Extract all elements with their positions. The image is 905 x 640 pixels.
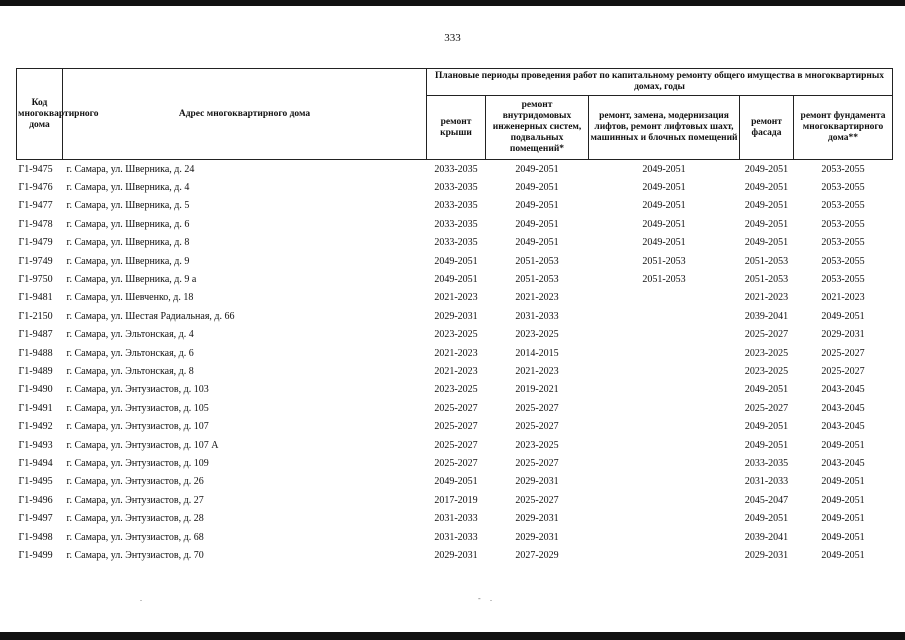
- cell-elevators: [589, 436, 740, 454]
- cell-facade: 2033-2035: [744, 457, 789, 469]
- cell-address: г. Самара, ул. Шверника, д. 6: [66, 218, 190, 230]
- cell-facade: 2049-2051: [744, 237, 789, 249]
- cell-facade: 2049-2051: [744, 384, 789, 396]
- cell-code: Г1-9476: [18, 182, 53, 194]
- cell-foundation: 2049-2051: [821, 310, 865, 322]
- cell-facade: 2031-2033: [744, 476, 789, 488]
- header-address: Адрес многоквартирного дома: [63, 69, 427, 160]
- cell-foundation: 2049-2051: [821, 494, 865, 506]
- cell-elevators: [589, 381, 740, 399]
- cell-engineering: 2049-2051: [515, 237, 559, 249]
- cell-code: Г1-9493: [18, 439, 53, 451]
- cell-foundation: 2043-2045: [821, 402, 865, 414]
- cell-engineering: 2027-2029: [515, 549, 559, 561]
- cell-roof: 2029-2031: [434, 549, 478, 561]
- cell-address: г. Самара, ул. Шверника, д. 9: [66, 255, 190, 267]
- cell-code: Г1-9491: [18, 402, 53, 414]
- cell-foundation: 2043-2045: [821, 457, 865, 469]
- cell-engineering: 2049-2051: [515, 182, 559, 194]
- scan-speck: .: [490, 594, 492, 603]
- table-row: [17, 234, 893, 252]
- cell-facade: 2051-2053: [744, 274, 789, 286]
- cell-code: Г1-9499: [18, 549, 53, 561]
- cell-elevators: [589, 307, 740, 325]
- cell-elevators: 2049-2051: [642, 237, 686, 249]
- table-row: [17, 436, 893, 454]
- cell-engineering: 2051-2053: [515, 255, 559, 267]
- cell-facade: 2051-2053: [744, 255, 789, 267]
- cell-address: г. Самара, ул. Энтузиастов, д. 107 А: [66, 439, 219, 451]
- cell-roof: 2049-2051: [434, 274, 478, 286]
- table-row: [17, 381, 893, 399]
- cell-elevators: [589, 528, 740, 546]
- cell-roof: 2049-2051: [434, 476, 478, 488]
- cell-code: Г1-9479: [18, 237, 53, 249]
- cell-foundation: 2053-2055: [821, 200, 865, 212]
- cell-engineering: 2025-2027: [515, 421, 559, 433]
- cell-foundation: 2053-2055: [821, 237, 865, 249]
- cell-engineering: 2049-2051: [515, 163, 559, 175]
- cell-code: Г1-9489: [18, 365, 53, 377]
- cell-elevators: [589, 473, 740, 491]
- cell-foundation: 2043-2045: [821, 421, 865, 433]
- cell-elevators: 2049-2051: [642, 200, 686, 212]
- cell-address: г. Самара, ул. Энтузиастов, д. 68: [66, 531, 204, 543]
- header-roof: ремонт крыши: [427, 96, 486, 160]
- cell-facade: 2039-2041: [744, 531, 789, 543]
- cell-elevators: [589, 344, 740, 362]
- cell-elevators: 2049-2051: [642, 163, 686, 175]
- cell-foundation: 2053-2055: [821, 182, 865, 194]
- cell-address: г. Самара, ул. Шверника, д. 5: [66, 200, 190, 212]
- table-row: [17, 252, 893, 270]
- cell-address: г. Самара, ул. Эльтонская, д. 6: [66, 347, 194, 359]
- cell-roof: 2033-2035: [434, 237, 478, 249]
- cell-engineering: 2051-2053: [515, 274, 559, 286]
- cell-facade: 2029-2031: [744, 549, 789, 561]
- cell-roof: 2033-2035: [434, 163, 478, 175]
- cell-address: г. Самара, ул. Шверника, д. 9 а: [66, 274, 197, 286]
- cell-engineering: 2025-2027: [515, 402, 559, 414]
- cell-foundation: 2043-2045: [821, 384, 865, 396]
- cell-code: Г1-2150: [18, 310, 53, 322]
- repair-schedule-table: [16, 68, 893, 565]
- cell-address: г. Самара, ул. Шверника, д. 8: [66, 237, 190, 249]
- cell-code: Г1-9494: [18, 457, 53, 469]
- table-row: [17, 326, 893, 344]
- page-number: 333: [444, 32, 461, 44]
- cell-code: Г1-9750: [18, 274, 53, 286]
- top-border: [0, 0, 905, 6]
- cell-elevators: 2049-2051: [642, 218, 686, 230]
- cell-foundation: 2049-2051: [821, 476, 865, 488]
- cell-code: Г1-9477: [18, 200, 53, 212]
- cell-code: Г1-9498: [18, 531, 53, 543]
- cell-engineering: 2021-2023: [515, 292, 559, 304]
- table-row: [17, 509, 893, 527]
- cell-engineering: 2021-2023: [515, 365, 559, 377]
- bottom-border: [0, 632, 905, 640]
- cell-address: г. Самара, ул. Энтузиастов, д. 27: [66, 494, 204, 506]
- cell-engineering: 2014-2015: [515, 347, 559, 359]
- cell-foundation: 2053-2055: [821, 255, 865, 267]
- cell-foundation: 2049-2051: [821, 513, 865, 525]
- cell-foundation: 2053-2055: [821, 274, 865, 286]
- cell-roof: 2031-2033: [434, 531, 478, 543]
- cell-code: Г1-9749: [18, 255, 53, 267]
- cell-facade: 2039-2041: [744, 310, 789, 322]
- cell-foundation: 2029-2031: [821, 329, 865, 341]
- table-row: [17, 473, 893, 491]
- cell-roof: 2025-2027: [434, 402, 478, 414]
- table-row: [17, 344, 893, 362]
- cell-roof: 2033-2035: [434, 200, 478, 212]
- cell-address: г. Самара, ул. Энтузиастов, д. 26: [66, 476, 204, 488]
- cell-roof: 2021-2023: [434, 292, 478, 304]
- table-row: [17, 362, 893, 380]
- cell-code: Г1-9497: [18, 513, 53, 525]
- cell-address: г. Самара, ул. Шевченко, д. 18: [66, 292, 194, 304]
- header-engineering: ремонт внутридомовых инженерных систем, подвальных помещений*: [486, 96, 589, 160]
- cell-address: г. Самара, ул. Энтузиастов, д. 105: [66, 402, 209, 414]
- cell-address: г. Самара, ул. Эльтонская, д. 4: [66, 329, 194, 341]
- cell-foundation: 2025-2027: [821, 347, 865, 359]
- cell-foundation: 2021-2023: [821, 292, 865, 304]
- cell-code: Г1-9496: [18, 494, 53, 506]
- cell-elevators: 2049-2051: [642, 182, 686, 194]
- cell-foundation: 2053-2055: [821, 218, 865, 230]
- cell-foundation: 2049-2051: [821, 439, 865, 451]
- table-row: [17, 197, 893, 215]
- cell-facade: 2049-2051: [744, 163, 789, 175]
- cell-code: Г1-9488: [18, 347, 53, 359]
- cell-roof: 2021-2023: [434, 365, 478, 377]
- cell-engineering: 2029-2031: [515, 513, 559, 525]
- cell-elevators: [589, 417, 740, 435]
- cell-address: г. Самара, ул. Шверника, д. 4: [66, 182, 190, 194]
- cell-engineering: 2025-2027: [515, 494, 559, 506]
- cell-code: Г1-9490: [18, 384, 53, 396]
- cell-facade: 2049-2051: [744, 439, 789, 451]
- table-row: [17, 528, 893, 546]
- cell-elevators: [589, 326, 740, 344]
- cell-roof: 2033-2035: [434, 218, 478, 230]
- cell-address: г. Самара, ул. Энтузиастов, д. 107: [66, 421, 209, 433]
- cell-engineering: 2019-2021: [515, 384, 559, 396]
- cell-roof: 2033-2035: [434, 182, 478, 194]
- cell-facade: 2049-2051: [744, 421, 789, 433]
- cell-engineering: 2023-2025: [515, 439, 559, 451]
- cell-foundation: 2049-2051: [821, 549, 865, 561]
- cell-facade: 2025-2027: [744, 329, 789, 341]
- table-row: [17, 215, 893, 233]
- cell-roof: 2025-2027: [434, 457, 478, 469]
- header-elevators: ремонт, замена, модернизация лифтов, ремонт лифтовых шахт, машинных и блочных помещений: [589, 96, 740, 160]
- cell-address: г. Самара, ул. Энтузиастов, д. 70: [66, 549, 204, 561]
- cell-foundation: 2049-2051: [821, 531, 865, 543]
- cell-engineering: 2029-2031: [515, 476, 559, 488]
- table-row: [17, 417, 893, 435]
- cell-roof: 2031-2033: [434, 513, 478, 525]
- cell-elevators: [589, 289, 740, 307]
- cell-code: Г1-9495: [18, 476, 53, 488]
- cell-address: г. Самара, ул. Эльтонская, д. 8: [66, 365, 194, 377]
- table-row: [17, 289, 893, 307]
- cell-roof: 2023-2025: [434, 329, 478, 341]
- cell-facade: 2045-2047: [744, 494, 789, 506]
- cell-roof: 2023-2025: [434, 384, 478, 396]
- cell-engineering: 2049-2051: [515, 218, 559, 230]
- table-row: [17, 491, 893, 509]
- table-row: [17, 178, 893, 196]
- cell-address: г. Самара, ул. Шестая Радиальная, д. 66: [66, 310, 235, 322]
- cell-elevators: 2051-2053: [642, 274, 686, 286]
- cell-facade: 2023-2025: [744, 347, 789, 359]
- cell-facade: 2049-2051: [744, 513, 789, 525]
- cell-roof: 2017-2019: [434, 494, 478, 506]
- header-periods: Плановые периоды проведения работ по капитальному ремонту общего имущества в многоквартирных домах, годы: [427, 69, 893, 96]
- cell-engineering: 2025-2027: [515, 457, 559, 469]
- cell-elevators: [589, 399, 740, 417]
- cell-elevators: [589, 362, 740, 380]
- cell-roof: 2029-2031: [434, 310, 478, 322]
- cell-foundation: 2025-2027: [821, 365, 865, 377]
- cell-code: Г1-9475: [18, 163, 53, 175]
- scan-speck: -: [478, 594, 481, 603]
- cell-facade: 2023-2025: [744, 365, 789, 377]
- cell-code: Г1-9478: [18, 218, 53, 230]
- cell-elevators: [589, 546, 740, 564]
- header-foundation: ремонт фундамента многоквартирного дома**: [794, 96, 893, 160]
- scan-speck: .: [140, 594, 142, 603]
- table-row: [17, 454, 893, 472]
- cell-facade: 2021-2023: [744, 292, 789, 304]
- table-row: [17, 270, 893, 288]
- cell-roof: 2025-2027: [434, 439, 478, 451]
- cell-engineering: 2023-2025: [515, 329, 559, 341]
- cell-elevators: 2051-2053: [642, 255, 686, 267]
- cell-address: г. Самара, ул. Энтузиастов, д. 28: [66, 513, 204, 525]
- cell-engineering: 2049-2051: [515, 200, 559, 212]
- cell-facade: 2025-2027: [744, 402, 789, 414]
- cell-code: Г1-9487: [18, 329, 53, 341]
- cell-code: Г1-9481: [18, 292, 53, 304]
- cell-elevators: [589, 491, 740, 509]
- cell-roof: 2025-2027: [434, 421, 478, 433]
- cell-facade: 2049-2051: [744, 182, 789, 194]
- cell-address: г. Самара, ул. Энтузиастов, д. 109: [66, 457, 209, 469]
- cell-facade: 2049-2051: [744, 200, 789, 212]
- cell-roof: 2021-2023: [434, 347, 478, 359]
- cell-facade: 2049-2051: [744, 218, 789, 230]
- cell-elevators: [589, 454, 740, 472]
- cell-roof: 2049-2051: [434, 255, 478, 267]
- header-code: Код многоквартирного дома: [17, 69, 63, 160]
- table-row: [17, 160, 893, 179]
- cell-code: Г1-9492: [18, 421, 53, 433]
- header-facade: ремонт фасада: [740, 96, 794, 160]
- cell-address: г. Самара, ул. Шверника, д. 24: [66, 163, 195, 175]
- cell-engineering: 2031-2033: [515, 310, 559, 322]
- cell-address: г. Самара, ул. Энтузиастов, д. 103: [66, 384, 209, 396]
- cell-foundation: 2053-2055: [821, 163, 865, 175]
- table-row: [17, 546, 893, 564]
- table-row: [17, 307, 893, 325]
- cell-elevators: [589, 509, 740, 527]
- table-row: [17, 399, 893, 417]
- cell-engineering: 2029-2031: [515, 531, 559, 543]
